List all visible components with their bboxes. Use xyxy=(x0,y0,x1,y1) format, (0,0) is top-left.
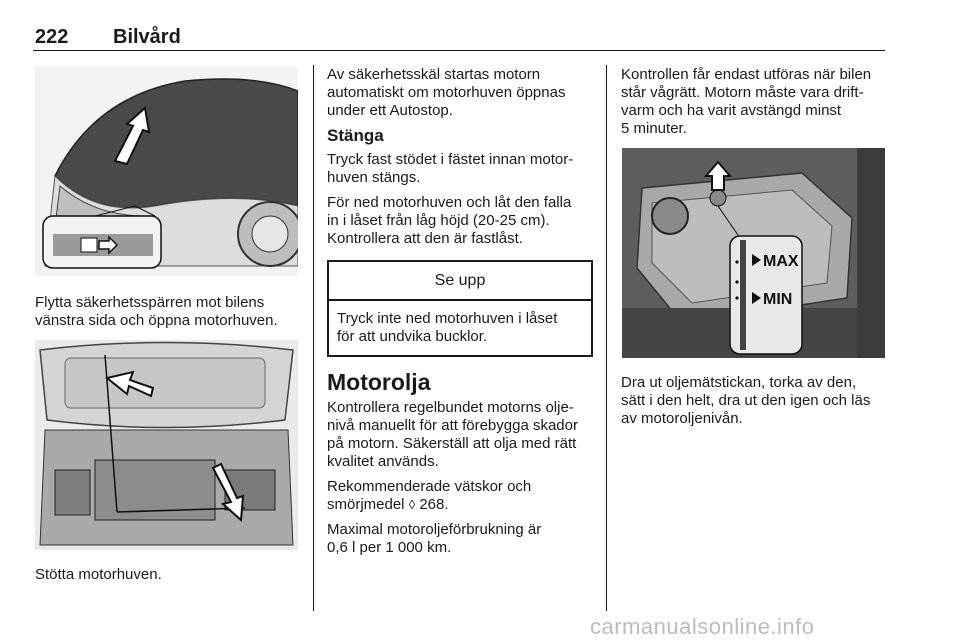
page-reference-icon: ◊ xyxy=(408,497,416,512)
paragraph-close-2: För ned motorhuven och låt den falla in i låset från låg höjd (20-25 cm). Kontrollera att den är fastlåst. xyxy=(327,194,572,247)
column-3-top xyxy=(621,66,887,145)
page-header xyxy=(33,26,885,52)
header-rule xyxy=(33,50,885,51)
paragraph-oil-consumption: Maximal motoroljeförbrukning är 0,6 l per 1 000 km. xyxy=(327,521,542,556)
heading-engine-oil: Motorolja xyxy=(327,369,431,395)
dipstick-max-label: MAX xyxy=(763,253,799,270)
column-3-bottom xyxy=(621,374,887,435)
dipstick-illustration xyxy=(622,148,885,358)
caption-prop-hood: Stötta motorhuven. xyxy=(35,566,162,583)
column-divider-2 xyxy=(606,65,607,611)
page-number: 222 xyxy=(35,26,69,48)
hood-prop-illustration xyxy=(35,340,298,550)
paragraph-recommended-fluids: Rekommenderade vätskor och smörjmedel ◊ 268. xyxy=(327,478,532,513)
paragraph-autostop: Av säkerhetsskäl startas motorn automatiskt om motorhuven öppnas under ett Autostop. xyxy=(327,66,566,119)
hood-latch-illustration xyxy=(35,66,298,276)
caution-text: Tryck inte ned motorhuven i låset för att undvika bucklor. xyxy=(337,310,558,345)
caution-title: Se upp xyxy=(329,262,591,301)
paragraph-check-conditions: Kontrollen får endast utföras när bilen står vågrätt. Motorn måste vara drift- varm och ha varit avstängd minst 5 minuter. xyxy=(621,66,872,137)
paragraph-oil-check: Kontrollera regelbundet motorns olje- nivå manuellt för att förebygga skador på motorn. Säkerställ att olja med rätt kvalitet används. xyxy=(327,399,578,470)
dipstick-min-label: MIN xyxy=(763,291,793,308)
car-front-drawing xyxy=(35,66,298,276)
column-2 xyxy=(327,66,593,564)
engine-dipstick-drawing xyxy=(622,148,885,358)
column-divider-1 xyxy=(313,65,314,611)
page-reference-link[interactable]: 268. xyxy=(419,496,449,513)
heading-close: Stänga xyxy=(327,126,384,145)
engine-bay-drawing xyxy=(35,340,298,550)
watermark: carmanualsonline.info xyxy=(590,614,815,639)
caution-box xyxy=(327,260,593,357)
paragraph-read-dipstick: Dra ut oljemätstickan, torka av den, sätt i den helt, dra ut den igen och läs av motoroljenivån. xyxy=(621,374,871,427)
chapter-title: Bilvård xyxy=(113,26,181,48)
paragraph-close-1: Tryck fast stödet i fästet innan motor- huven stängs. xyxy=(327,151,574,186)
caption-open-hood: Flytta säkerhetsspärren mot bilens vänstra sida och öppna motorhuven. xyxy=(35,294,278,329)
